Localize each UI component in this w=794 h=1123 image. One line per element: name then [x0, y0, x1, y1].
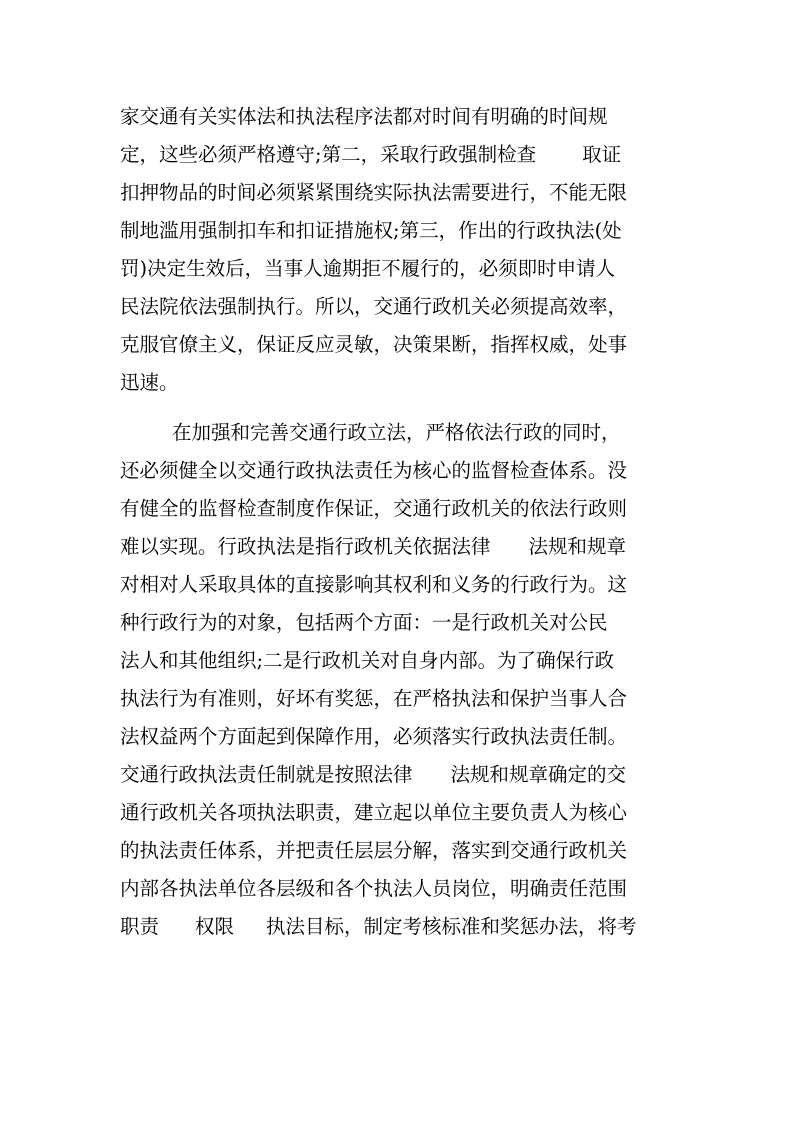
line-text: 扣押物品的时间必须紧紧围绕实际执法需要进行，不能无限: [120, 181, 628, 204]
text-line: [120, 490, 680, 528]
text-line: [120, 364, 680, 402]
text-line: [120, 756, 680, 794]
text-line: [120, 832, 680, 870]
line-text: 还必须健全以交通行政执法责任为核心的监督检查体系。没: [120, 459, 628, 482]
line-text: 难以实现。行政执法是指行政机关依据法律: [120, 535, 491, 558]
line-text: 种行政行为的对象，包括两个方面：一是行政机关对公民: [120, 611, 608, 634]
line-text: 定，这些必须严格遵守;第二，采取行政强制检查: [120, 143, 537, 166]
text-line: [120, 174, 680, 212]
text-line: [120, 870, 680, 908]
text-line: [120, 288, 680, 326]
text-line: [120, 566, 680, 604]
line-text: 取证: [582, 143, 622, 166]
line-text: 法规和规章确定的交: [450, 763, 627, 786]
text-line: [120, 326, 680, 364]
text-line: [120, 98, 680, 136]
line-text: 民法院依法强制执行。所以，交通行政机关必须提高效率，: [120, 295, 628, 318]
text-line: [120, 680, 680, 718]
text-line: [120, 718, 680, 756]
text-line: [120, 642, 680, 680]
line-text: 在加强和完善交通行政立法，严格依法行政的同时，: [172, 421, 621, 444]
line-text: 迅速。: [120, 371, 179, 394]
line-text: 法人和其他组织;二是行政机关对自身内部。为了确保行政: [120, 649, 615, 672]
text-line: [120, 528, 680, 566]
line-text: 法权益两个方面起到保障作用，必须落实行政执法责任制。: [120, 725, 628, 748]
line-text: 家交通有关实体法和执法程序法都对时间有明确的时间规: [120, 105, 608, 128]
text-line: [120, 604, 680, 642]
line-text: 制地滥用强制扣车和扣证措施权;第三，作出的行政执法(处: [120, 219, 622, 242]
paragraph-first-line: [172, 414, 732, 452]
text-line: [120, 908, 680, 946]
text-line: [120, 794, 680, 832]
line-text: 有健全的监督检查制度作保证，交通行政机关的依法行政则: [120, 497, 628, 520]
text-line: [120, 452, 680, 490]
text-line: [120, 212, 680, 250]
line-text: 权限: [195, 915, 235, 938]
line-text: 罚)决定生效后，当事人逾期拒不履行的，必须即时申请人: [120, 257, 616, 280]
line-text: 职责: [120, 915, 160, 938]
line-text: 法规和规章: [528, 535, 627, 558]
line-text: 执法目标，制定考核标准和奖惩办法，将考: [266, 915, 637, 938]
line-text: 交通行政执法责任制就是按照法律: [120, 763, 413, 786]
line-text: 克服官僚主义，保证反应灵敏，决策果断，指挥权威，处事: [120, 333, 628, 356]
line-text: 内部各执法单位各层级和各个执法人员岗位，明确责任范围: [120, 877, 628, 900]
text-line: [120, 136, 680, 174]
line-text: 通行政机关各项执法职责，建立起以单位主要负责人为核心: [120, 801, 628, 824]
line-text: 对相对人采取具体的直接影响其权利和义务的行政行为。这: [120, 573, 628, 596]
line-text: 的执法责任体系，并把责任层层分解，落实到交通行政机关: [120, 839, 628, 862]
text-line: [120, 250, 680, 288]
line-text: 执法行为有准则，好坏有奖惩，在严格执法和保护当事人合: [120, 687, 628, 710]
